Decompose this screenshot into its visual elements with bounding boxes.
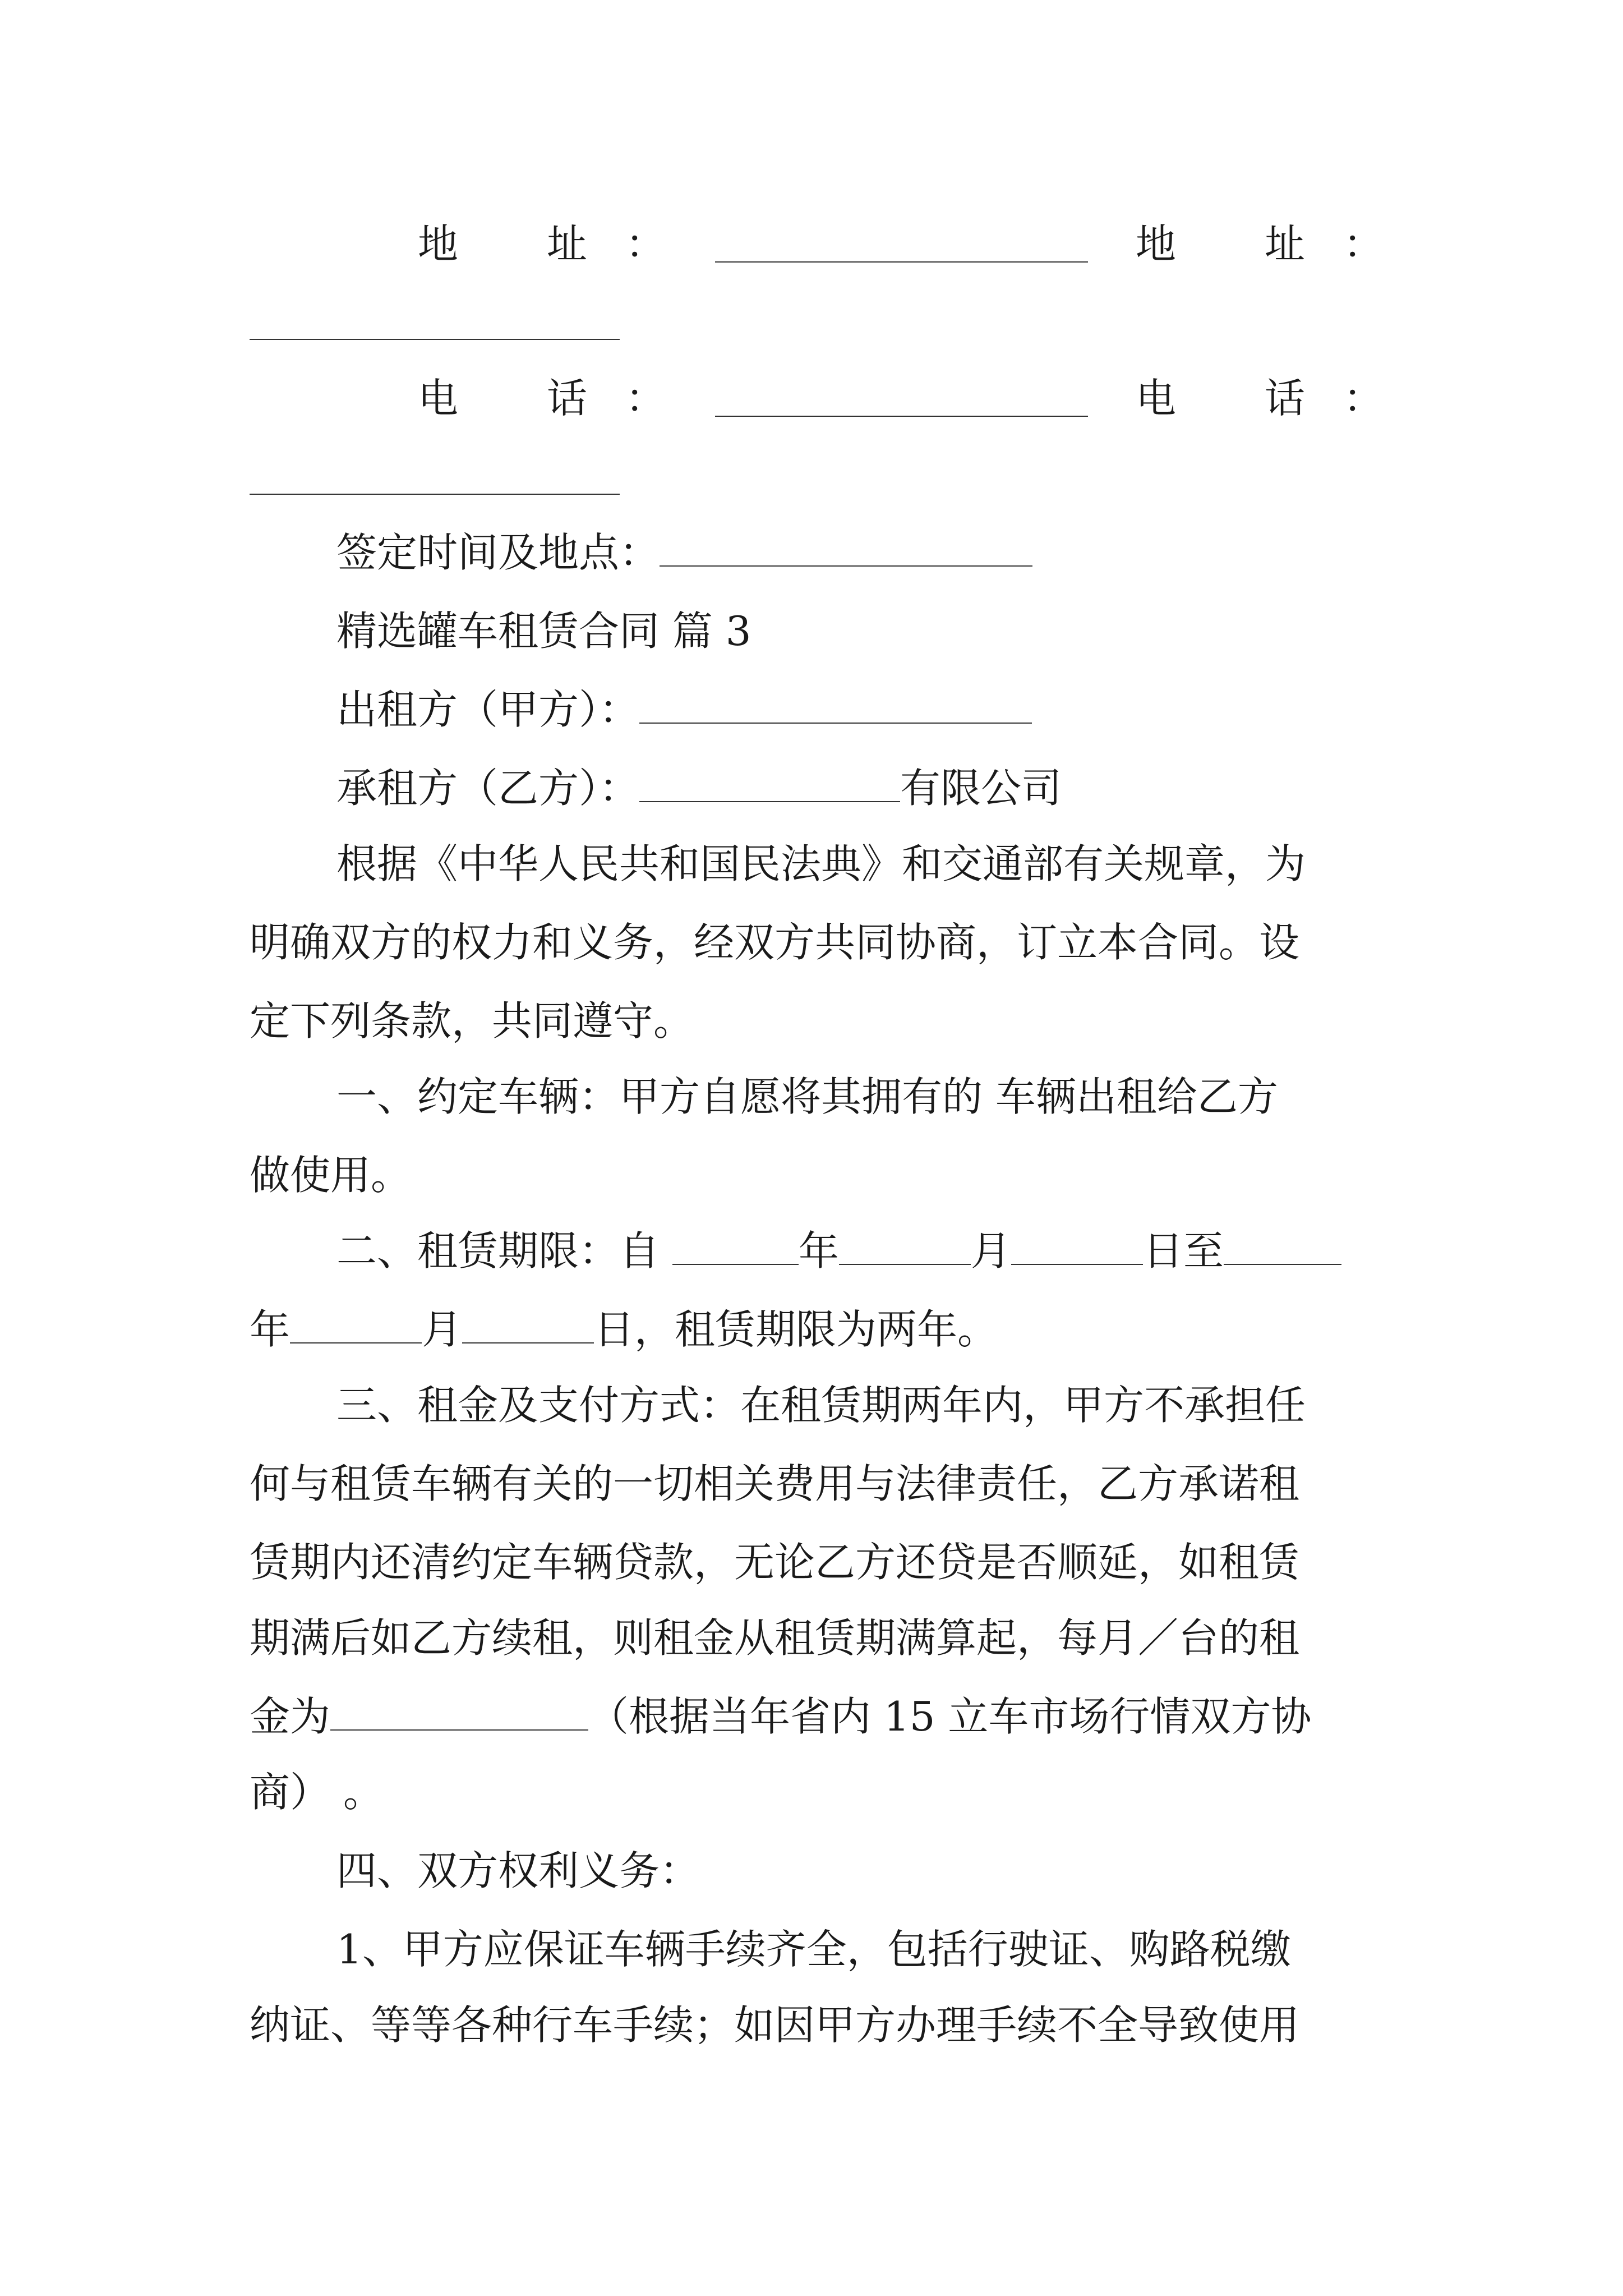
preamble-line-1: 根据《中华人民共和国民法典》和交通部有关规章，为 [336,840,1306,887]
clause4-heading: 四、双方权利义务： [336,1847,700,1894]
clause2-year-2: 年 [250,1306,291,1353]
contract-title: 精选罐车租赁合同 篇 3 [336,608,751,655]
end-year-blank [1224,1227,1341,1265]
phone-label-char-1-b: 电 [1136,375,1177,422]
clause2-month-2: 月 [422,1306,463,1353]
clause3-line-4: 期满后如乙方续租，则租金从租赁期满算起，每月／台的租 [250,1614,1300,1662]
lessor-blank [639,685,1032,724]
address-label-char-1-b: 地 [1136,220,1177,268]
signing-time-place-label: 签定时间及地点： [336,529,660,576]
phone-label-colon: ： [625,375,666,422]
preamble-line-2: 明确双方的权力和义务，经双方共同协商，订立本合同。设 [250,919,1300,966]
phone-label-colon-b: ： [1343,375,1384,422]
clause1-line-2: 做使用。 [250,1152,412,1199]
lessee-line [336,763,1388,813]
preamble-line-3: 定下列条款，共同遵守。 [250,997,694,1045]
end-day-blank [462,1305,594,1343]
clause2-line-1 [336,1226,1388,1276]
clause2-year: 年 [798,1227,839,1274]
clause3-rent-prefix: 金为 [250,1693,331,1740]
start-year-blank [672,1227,799,1265]
clause2-day-end: 日，租赁期限为两年。 [594,1306,998,1353]
clause2-line-2 [250,1304,1388,1355]
clause1-line-1: 一、约定车辆：甲方自愿将其拥有的 车辆出租给乙方 [336,1073,1278,1120]
party-b-address-blank [250,339,620,340]
party-a-address-blank [715,261,1088,263]
rent-amount-blank [330,1692,588,1731]
clause3-line-3: 赁期内还清约定车辆贷款，无论乙方还贷是否顺延，如租赁 [250,1539,1300,1586]
clause2-day-to: 日至 [1142,1227,1224,1274]
clause4-item1-line-2: 纳证、等等各种行车手续；如因甲方办理手续不全导致使用 [250,2001,1300,2049]
clause3-line-6: 商） 。 [250,1769,384,1816]
start-month-blank [839,1227,971,1265]
address-label-char-2-b: 址 [1265,220,1306,268]
signing-time-place-blank [660,528,1032,567]
party-b-phone-blank [250,494,620,495]
lessee-blank [639,764,900,802]
lessee-suffix: 有限公司 [900,765,1062,812]
phone-label-char-2: 话 [547,375,588,422]
signing-time-place-line [336,527,1388,578]
clause4-item1-line-1: 1、甲方应保证车辆手续齐全，包括行驶证、购路税缴 [336,1926,1291,1973]
clause2-month: 月 [970,1227,1011,1274]
address-label-colon-b: ： [1343,220,1384,268]
phone-label-char-2-b: 话 [1265,375,1306,422]
start-day-blank [1011,1227,1143,1265]
clause3-line-5 [250,1691,1388,1742]
lessor-line [336,684,1388,735]
lessee-label: 承租方（乙方）： [336,765,640,812]
address-label-char-1: 地 [418,220,459,268]
clause2-prefix: 二、租赁期限：自 [336,1227,660,1274]
party-a-phone-blank [715,416,1088,417]
end-month-blank [290,1305,422,1343]
lessor-label: 出租方（甲方）： [336,686,640,733]
phone-label-char-1: 电 [418,375,459,422]
address-label-colon: ： [625,220,666,268]
clause3-line-1: 三、租金及支付方式：在租赁期两年内，甲方不承担任 [336,1382,1306,1429]
address-label-char-2: 址 [547,220,588,268]
clause3-rent-suffix: （根据当年省内 15 立车市场行情双方协 [588,1693,1312,1740]
clause3-line-2: 何与租赁车辆有关的一切相关费用与法律责任，乙方承诺租 [250,1460,1300,1507]
